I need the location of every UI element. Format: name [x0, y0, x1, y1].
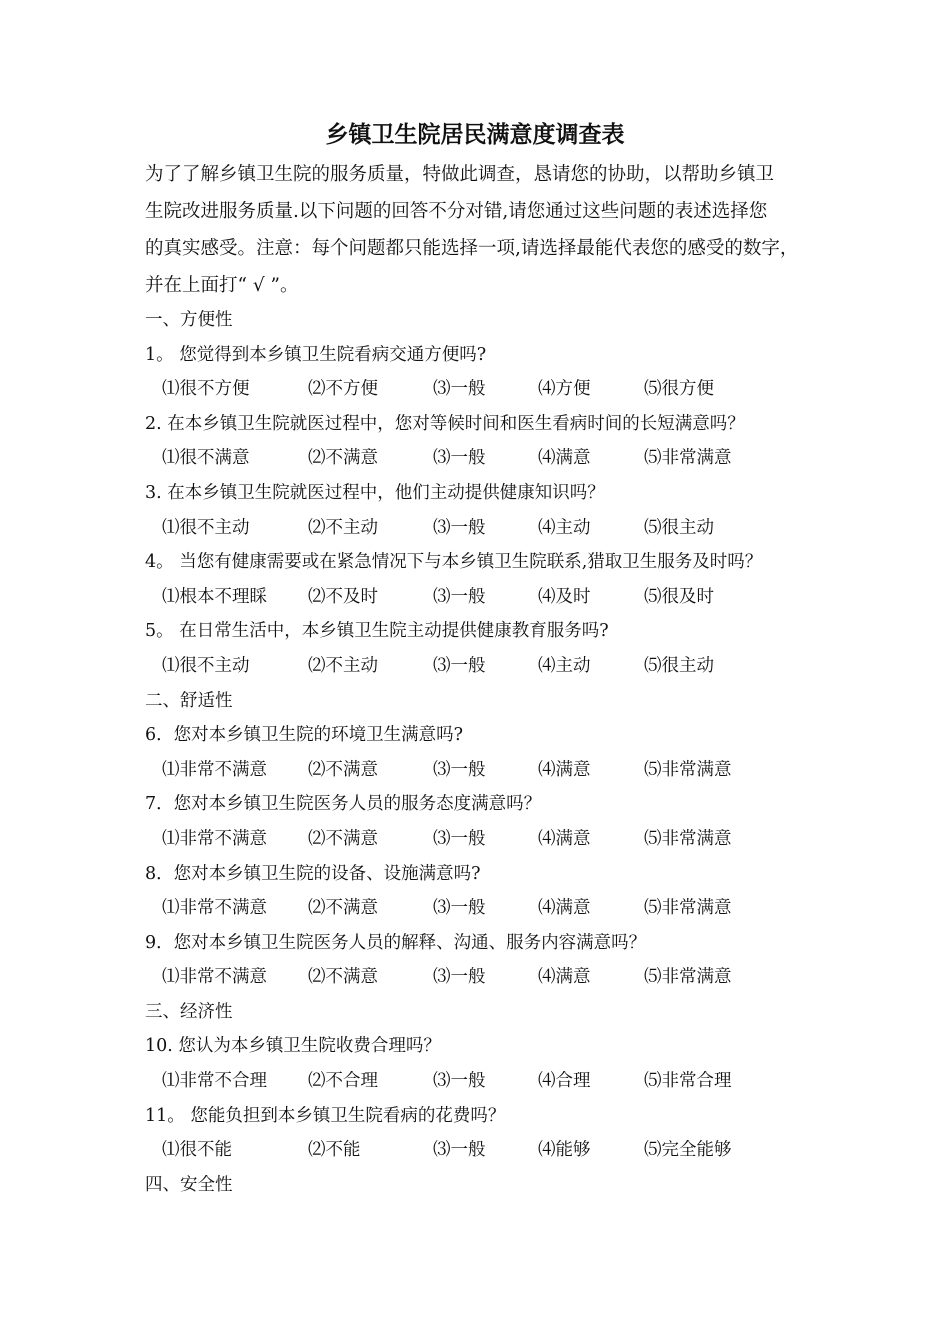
answer-options: [145, 441, 835, 476]
answer-option-3[interactable]: ⑶一般: [433, 586, 486, 607]
answer-option-2[interactable]: ⑵不主动: [308, 517, 378, 538]
answer-option-3[interactable]: ⑶一般: [433, 1071, 486, 1092]
answer-option-3[interactable]: ⑶一般: [433, 828, 486, 849]
question-text: 9．您对本乡镇卫生院医务人员的解释、沟通、服务内容满意吗？: [145, 932, 647, 953]
answer-option-1[interactable]: ⑴很不能: [162, 1140, 232, 1161]
answer-option-5[interactable]: ⑸非常满意: [644, 448, 732, 469]
section-heading: 二、舒适性: [145, 690, 233, 711]
answer-option-1[interactable]: ⑴根本不理睬: [162, 586, 267, 607]
answer-option-5[interactable]: ⑸完全能够: [644, 1140, 732, 1161]
answer-options: [145, 753, 835, 788]
answer-option-2[interactable]: ⑵不合理: [308, 1071, 378, 1092]
answer-option-4[interactable]: ⑷满意: [538, 967, 591, 988]
answer-option-5[interactable]: ⑸很及时: [644, 586, 714, 607]
section-heading: 三、经济性: [145, 1001, 233, 1022]
answer-option-3[interactable]: ⑶一般: [433, 655, 486, 676]
answer-option-2[interactable]: ⑵不满意: [308, 448, 378, 469]
answer-option-2[interactable]: ⑵不主动: [308, 655, 378, 676]
answer-options: [145, 1133, 835, 1168]
question-text: 8．您对本乡镇卫生院的设备、设施满意吗?: [145, 863, 481, 884]
answer-option-4[interactable]: ⑷合理: [538, 1071, 591, 1092]
answer-option-4[interactable]: ⑷满意: [538, 448, 591, 469]
question-text: 7．您对本乡镇卫生院医务人员的服务态度满意吗？: [145, 794, 542, 815]
answer-option-1[interactable]: ⑴非常不满意: [162, 967, 267, 988]
question-text: 6．您对本乡镇卫生院的环境卫生满意吗?: [145, 725, 464, 746]
survey-body: [145, 303, 835, 1202]
answer-option-3[interactable]: ⑶一般: [433, 379, 486, 400]
answer-option-2[interactable]: ⑵不方便: [308, 379, 378, 400]
intro-line: 生院改进服务质量.以下问题的回答不分对错,请您通过这些问题的表述选择您: [145, 201, 768, 222]
answer-option-3[interactable]: ⑶一般: [433, 1140, 486, 1161]
answer-option-2[interactable]: ⑵不满意: [308, 759, 378, 780]
answer-option-5[interactable]: ⑸非常满意: [644, 759, 732, 780]
answer-option-5[interactable]: ⑸非常满意: [644, 967, 732, 988]
answer-options: [145, 580, 835, 615]
answer-option-1[interactable]: ⑴很不主动: [162, 655, 250, 676]
answer-options: [145, 649, 835, 684]
answer-option-1[interactable]: ⑴非常不满意: [162, 759, 267, 780]
answer-option-4[interactable]: ⑷满意: [538, 828, 591, 849]
question-text: 4。 当您有健康需要或在紧急情况下与本乡镇卫生院联系,猎取卫生服务及时吗？: [145, 552, 763, 573]
answer-option-1[interactable]: ⑴很不满意: [162, 448, 250, 469]
question-text: 5。 在日常生活中，本乡镇卫生院主动提供健康教育服务吗?: [145, 621, 609, 642]
question-text: 3. 在本乡镇卫生院就医过程中，他们主动提供健康知识吗？: [145, 482, 605, 503]
answer-option-4[interactable]: ⑷满意: [538, 898, 591, 919]
answer-option-3[interactable]: ⑶一般: [433, 967, 486, 988]
answer-option-5[interactable]: ⑸很主动: [644, 655, 714, 676]
answer-option-2[interactable]: ⑵不满意: [308, 828, 378, 849]
answer-options: [145, 511, 835, 546]
intro-paragraph: [145, 156, 820, 304]
answer-option-5[interactable]: ⑸很主动: [644, 517, 714, 538]
answer-option-3[interactable]: ⑶一般: [433, 448, 486, 469]
answer-option-2[interactable]: ⑵不能: [308, 1140, 361, 1161]
answer-option-4[interactable]: ⑷满意: [538, 759, 591, 780]
page-title: 乡镇卫生院居民满意度调查表: [325, 122, 625, 148]
answer-option-5[interactable]: ⑸非常满意: [644, 828, 732, 849]
answer-option-5[interactable]: ⑸非常合理: [644, 1071, 732, 1092]
answer-option-5[interactable]: ⑸很方便: [644, 379, 714, 400]
answer-option-1[interactable]: ⑴非常不满意: [162, 898, 267, 919]
question-text: 2. 在本乡镇卫生院就医过程中，您对等候时间和医生看病时间的长短满意吗？: [145, 413, 745, 434]
answer-option-1[interactable]: ⑴很不主动: [162, 517, 250, 538]
section-heading: 四、安全性: [145, 1174, 233, 1195]
question-text: 1。 您觉得到本乡镇卫生院看病交通方便吗?: [145, 344, 487, 365]
answer-options: [145, 1064, 835, 1099]
answer-option-1[interactable]: ⑴非常不满意: [162, 828, 267, 849]
section-heading: 一、方便性: [145, 310, 233, 330]
question-text: 10. 您认为本乡镇卫生院收费合理吗？: [145, 1036, 441, 1057]
answer-option-1[interactable]: ⑴很不方便: [162, 379, 250, 400]
answer-options: [145, 822, 835, 857]
answer-option-3[interactable]: ⑶一般: [433, 759, 486, 780]
answer-option-3[interactable]: ⑶一般: [433, 517, 486, 538]
answer-options: [145, 891, 835, 926]
answer-option-2[interactable]: ⑵不及时: [308, 586, 378, 607]
answer-option-5[interactable]: ⑸非常满意: [644, 898, 732, 919]
answer-option-2[interactable]: ⑵不满意: [308, 967, 378, 988]
answer-option-4[interactable]: ⑷主动: [538, 517, 591, 538]
answer-options: [145, 960, 835, 995]
answer-option-4[interactable]: ⑷能够: [538, 1140, 591, 1161]
question-text: 11。 您能负担到本乡镇卫生院看病的花费吗？: [145, 1105, 506, 1126]
answer-option-4[interactable]: ⑷方便: [538, 379, 591, 400]
answer-option-4[interactable]: ⑷主动: [538, 655, 591, 676]
intro-line: 并在上面打“ √ ”。: [145, 275, 299, 296]
answer-option-3[interactable]: ⑶一般: [433, 898, 486, 919]
intro-line: 为了了解乡镇卫生院的服务质量，特做此调查，恳请您的协助，以帮助乡镇卫: [145, 164, 775, 185]
answer-options: [145, 372, 835, 407]
answer-option-4[interactable]: ⑷及时: [538, 586, 591, 607]
answer-option-1[interactable]: ⑴非常不合理: [162, 1071, 267, 1092]
intro-line: 的真实感受。注意：每个问题都只能选择一项,请选择最能代表您的感受的数字，: [145, 238, 799, 259]
answer-option-2[interactable]: ⑵不满意: [308, 898, 378, 919]
